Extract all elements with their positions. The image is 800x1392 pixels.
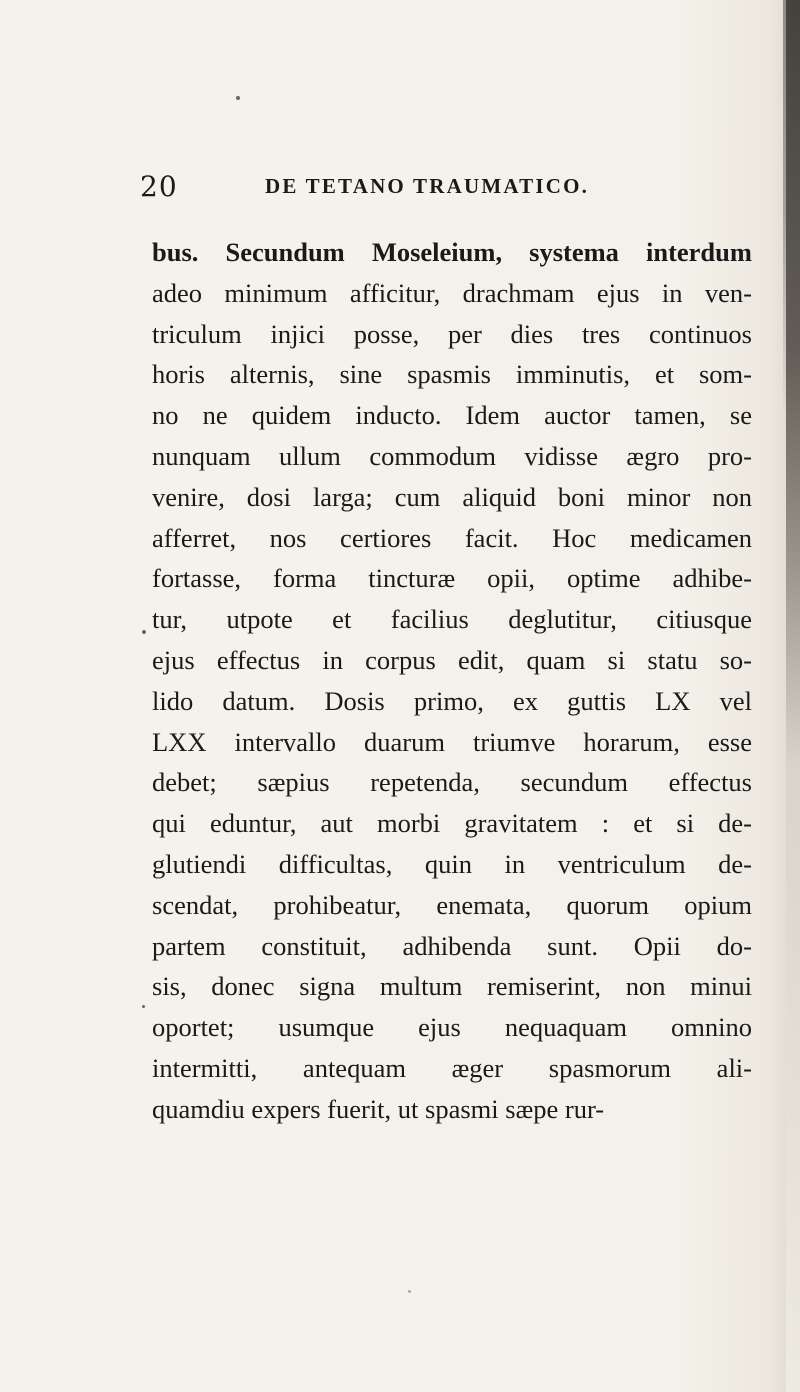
text-line: debet; sæpius repetenda, secundum effectus (152, 767, 752, 798)
text-line: horis alternis, sine spasmis imminutis, et som- (152, 359, 752, 390)
text-line: venire, dosi larga; cum aliquid boni minor non (152, 481, 752, 512)
text-line: lido datum. Dosis primo, ex guttis LX vel (152, 685, 752, 716)
text-line: no ne quidem inducto. Idem auctor tamen, se (152, 400, 752, 431)
text-line: fortasse, forma tincturæ opii, optime adhibe- (152, 563, 752, 594)
text-line: ejus effectus in corpus edit, quam si statu so- (152, 644, 752, 675)
text-line: sis, donec signa multum remiserint, non minui (152, 971, 752, 1002)
page-edge-shadow (786, 0, 800, 1392)
text-line: qui eduntur, aut morbi gravitatem : et si de- (152, 808, 752, 839)
text-line: intermitti, antequam æger spasmorum ali- (152, 1052, 752, 1083)
text-line: bus. Secundum Moseleium, systema interdum (152, 237, 752, 267)
paper-speck (142, 1005, 145, 1008)
paper-speck (408, 1290, 411, 1293)
body-text (152, 232, 752, 1130)
text-line: quamdiu expers fuerit, ut spasmi sæpe rur- (152, 1093, 605, 1124)
text-line: oportet; usumque ejus nequaquam omnino (152, 1012, 752, 1043)
running-head: DE TETANO TRAUMATICO. (265, 174, 590, 198)
text-line: triculum injici posse, per dies tres continuos (152, 318, 752, 349)
text-line: adeo minimum afficitur, drachmam ejus in ven- (152, 277, 752, 308)
text-line: nunquam ullum commodum vidisse ægro pro- (152, 440, 752, 471)
text-line: afferret, nos certiores facit. Hoc medicamen (152, 522, 752, 553)
paper-speck (236, 96, 240, 100)
page-edge-line (783, 0, 786, 420)
text-line: tur, utpote et facilius deglutitur, citiusque (152, 604, 752, 635)
text-line: glutiendi difficultas, quin in ventriculum de- (152, 848, 752, 879)
page-header (140, 170, 740, 210)
paper-speck (142, 630, 146, 634)
page-number: 20 (140, 170, 178, 203)
text-line: scendat, prohibeatur, enemata, quorum opium (152, 889, 752, 920)
text-line: LXX intervallo duarum triumve horarum, esse (152, 726, 752, 757)
text-line: partem constituit, adhibenda sunt. Opii do- (152, 930, 752, 961)
